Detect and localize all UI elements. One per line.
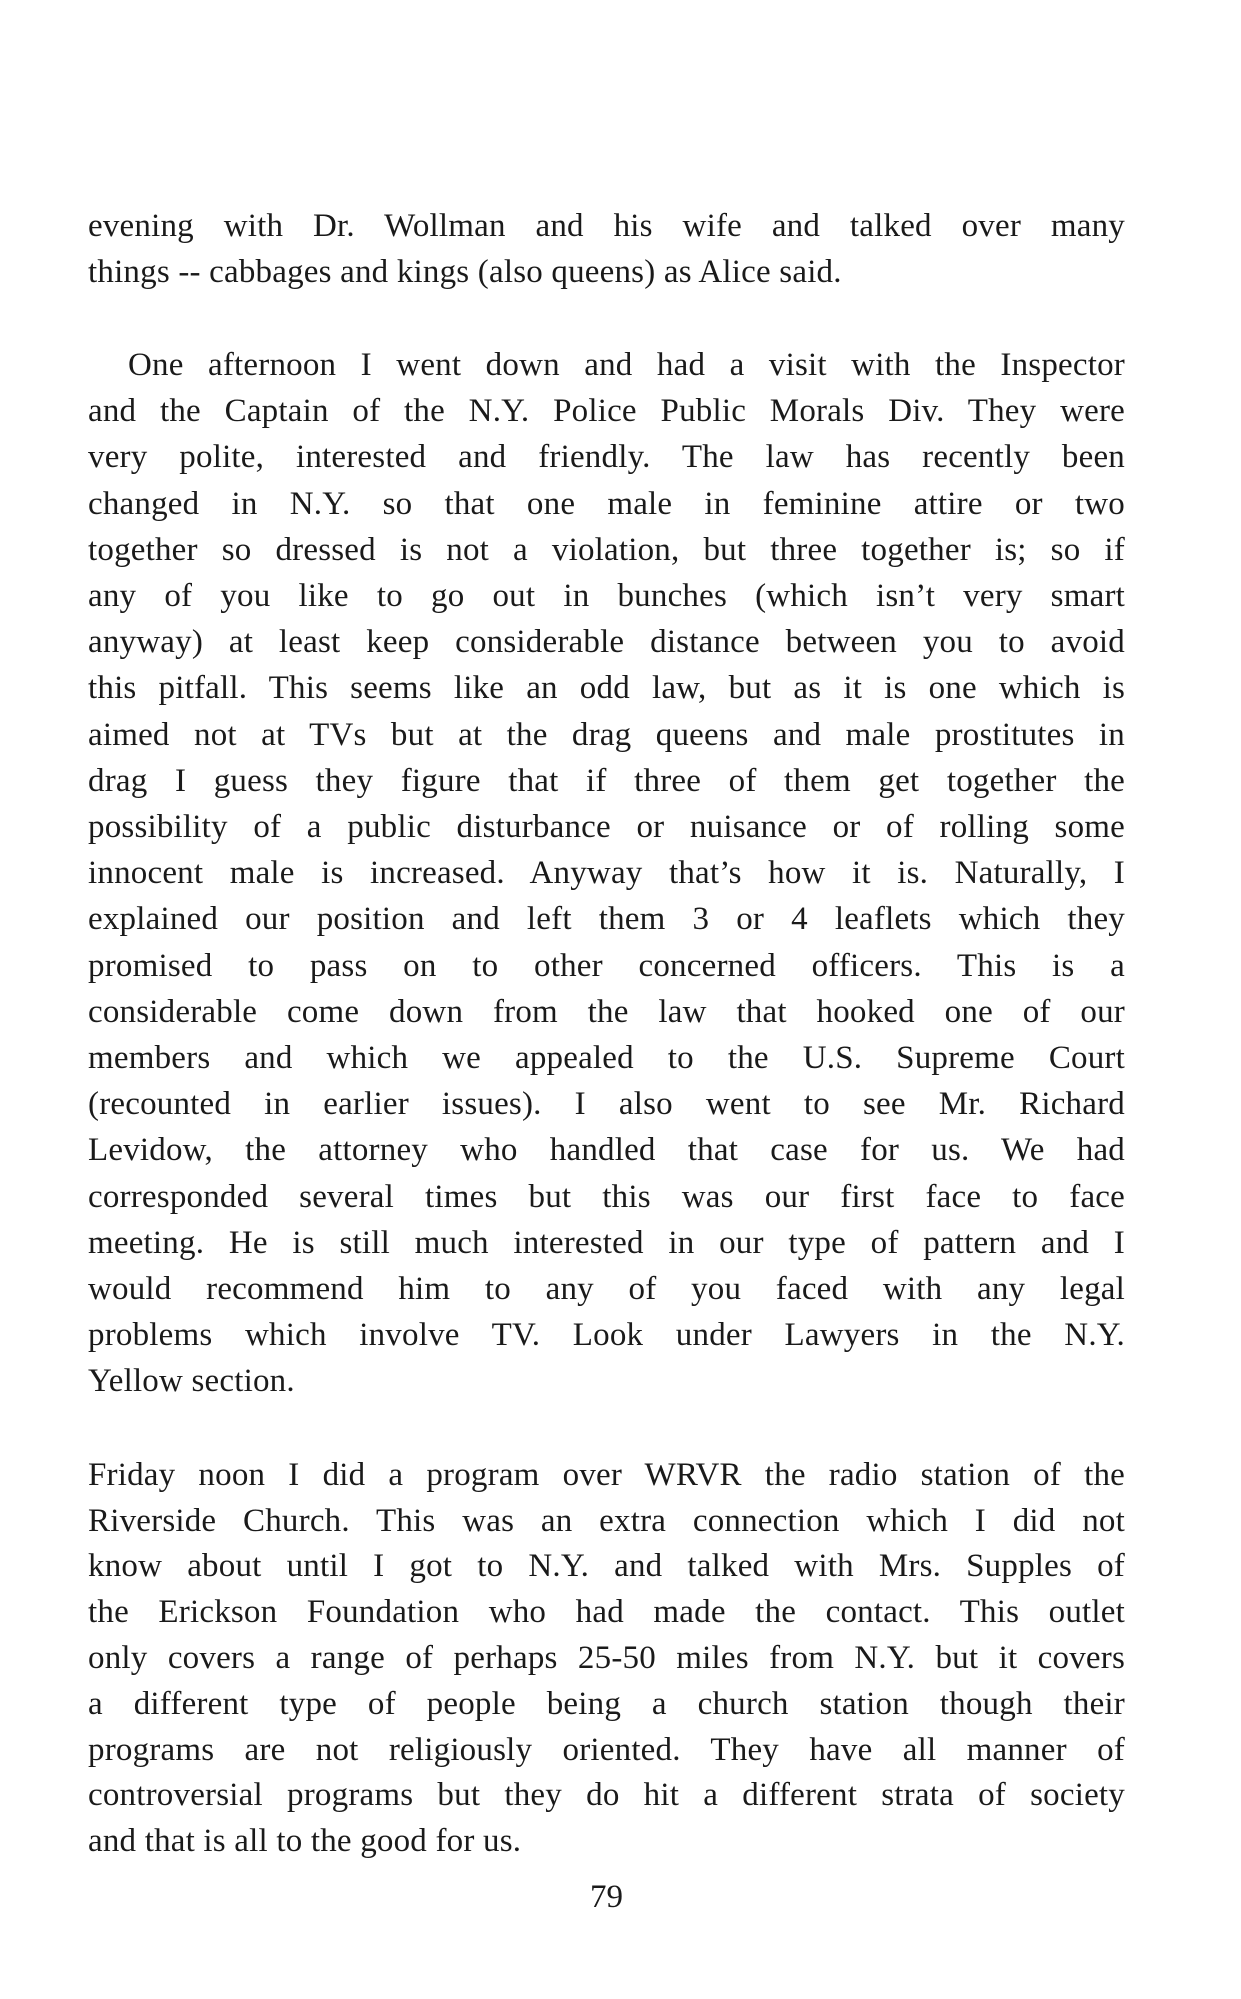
text-line: evening with Dr. Wollman and his wife and talked over many [88,208,1125,244]
text-line: promised to pass on to other concerned officers. This is a [88,948,1125,984]
text-line: anyway) at least keep considerable distance between you to avoid [88,624,1125,660]
text-line: meeting. He is still much interested in our type of pattern and I [88,1225,1125,1261]
text-line: (recounted in earlier issues). I also went to see Mr. Richard [88,1086,1125,1122]
text-line: One afternoon I went down and had a visit with the Inspector [128,347,1125,383]
text-line: corresponded several times but this was our first face to face [88,1179,1125,1215]
text-line: drag I guess they figure that if three of them get together the [88,763,1125,799]
text-line: possibility of a public disturbance or nuisance or of rolling some [88,809,1125,845]
text-line: considerable come down from the law that hooked one of our [88,994,1125,1030]
text-line: only covers a range of perhaps 25-50 miles from N.Y. but it covers [88,1640,1125,1676]
text-line: explained our position and left them 3 or 4 leaflets which they [88,901,1125,937]
text-line: and that is all to the good for us. [88,1823,522,1859]
text-line: this pitfall. This seems like an odd law, but as it is one which is [88,670,1125,706]
text-line: programs are not religiously oriented. They have all manner of [88,1732,1125,1768]
text-line: members and which we appealed to the U.S. Supreme Court [88,1040,1125,1076]
text-line: Riverside Church. This was an extra connection which I did not [88,1503,1125,1539]
text-line: Levidow, the attorney who handled that case for us. We had [88,1132,1125,1168]
text-line: Yellow section. [88,1363,295,1399]
text-line: changed in N.Y. so that one male in feminine attire or two [88,486,1125,522]
text-line: aimed not at TVs but at the drag queens and male prostitutes in [88,717,1125,753]
text-line: innocent male is increased. Anyway that’s how it is. Naturally, I [88,855,1125,891]
text-line: know about until I got to N.Y. and talked with Mrs. Supples of [88,1548,1125,1584]
text-line: problems which involve TV. Look under Lawyers in the N.Y. [88,1317,1125,1353]
text-line: and the Captain of the N.Y. Police Public Morals Div. They were [88,393,1125,429]
text-line: things -- cabbages and kings (also queens) as Alice said. [88,254,842,290]
text-line: a different type of people being a church station though their [88,1686,1125,1722]
text-line: would recommend him to any of you faced with any legal [88,1271,1125,1307]
text-line: together so dressed is not a violation, but three together is; so if [88,532,1125,568]
text-line: any of you like to go out in bunches (which isn’t very smart [88,578,1125,614]
text-line: Friday noon I did a program over WRVR the radio station of the [88,1457,1125,1493]
text-line: controversial programs but they do hit a different strata of society [88,1777,1125,1813]
text-line: the Erickson Foundation who had made the contact. This outlet [88,1594,1125,1630]
page-number: 79 [590,1879,623,1915]
text-line: very polite, interested and friendly. The law has recently been [88,439,1125,475]
